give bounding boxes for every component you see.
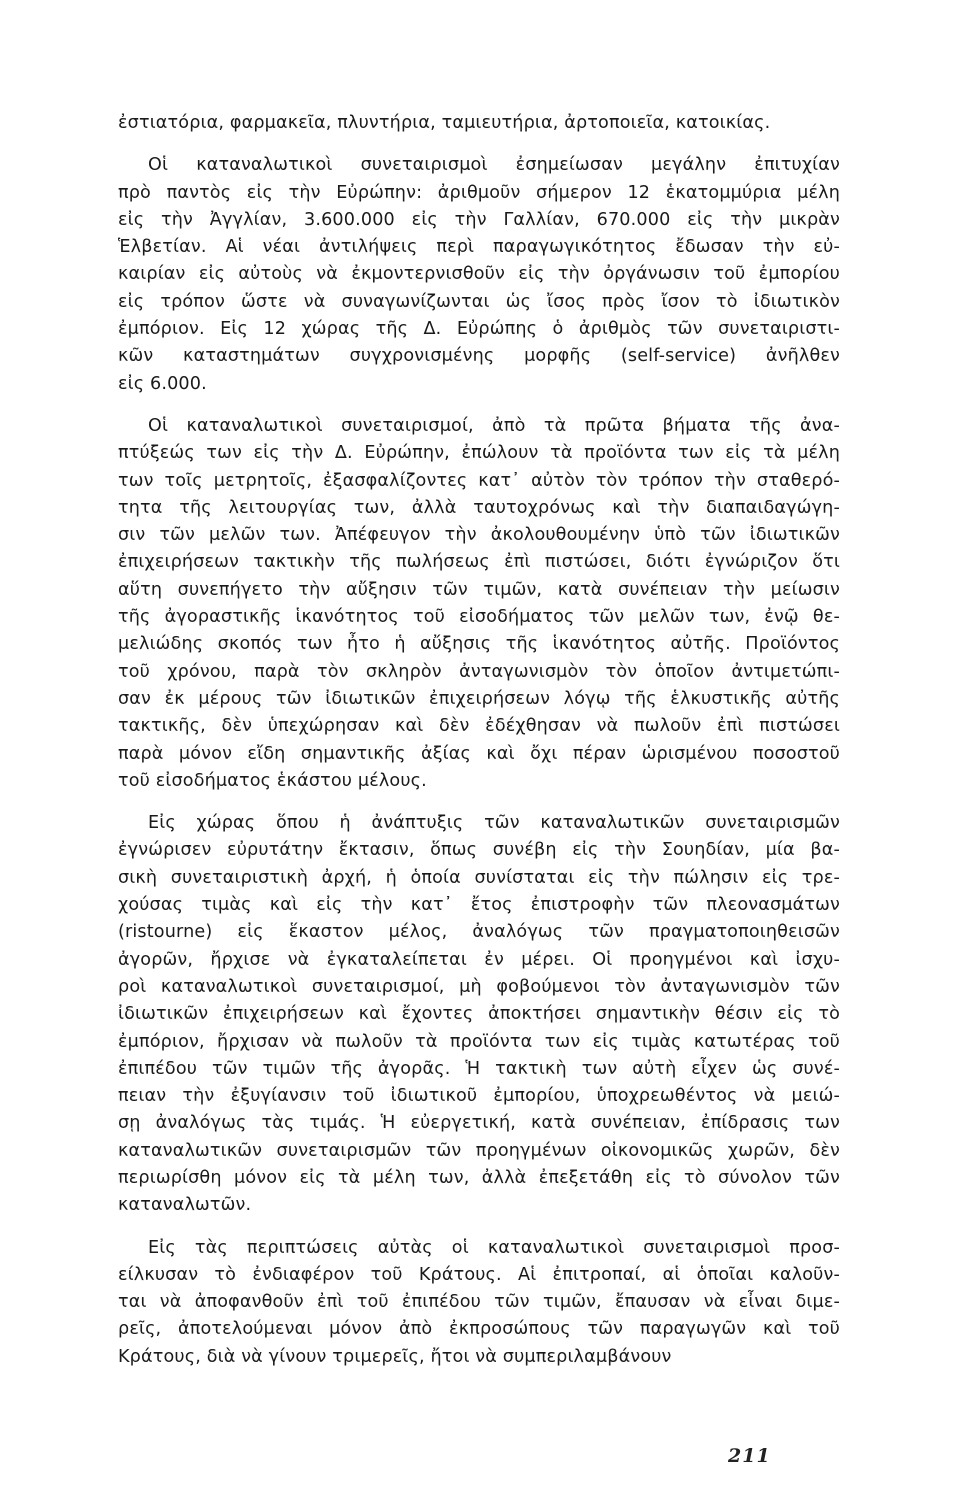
text-line: Οἱ καταναλωτικοὶ συνεταιρισμοὶ ἐσημείωσαν μεγάλην ἐπιτυχίαν xyxy=(148,155,840,176)
paragraph xyxy=(118,413,840,795)
text-line: τητα τῆς λειτουργίας των, ἀλλὰ ταυτοχρόνως καὶ τὴν διαπαιδαγώγη- xyxy=(118,497,840,518)
paragraph xyxy=(118,810,840,1219)
text-line: ἐπιχειρήσεων τακτικὴν τῆς πωλήσεως ἐπὶ πιστώσει, διότι ἐγνώριζον ὅτι xyxy=(118,552,840,573)
text-line: Εἰς τὰς περιπτώσεις αὐτὰς οἱ καταναλωτικοὶ συνεταιρισμοὶ προσ- xyxy=(148,1237,840,1258)
text-line: ἐμπόριον. Εἰς 12 χώρας τῆς Δ. Εὐρώπης ὁ ἀριθμὸς τῶν συνεταιριστι- xyxy=(118,319,840,340)
text-line: ἐστιατόρια, φαρμακεῖα, πλυντήρια, ταμιευτήρια, ἀρτοποιεῖα, κατοικίας. xyxy=(118,113,771,133)
text-line: παρὰ μόνον εἴδη σημαντικῆς ἀξίας καὶ ὄχι πέραν ὡρισμένου ποσοστοῦ xyxy=(118,743,840,764)
text-line: είλκυσαν τὸ ἐνδιαφέρον τοῦ Κράτους. Αἱ ἐπιτροπαί, αἱ ὁποῖαι καλοῦν- xyxy=(118,1264,840,1285)
text-line: ἰδιωτικῶν ἐπιχειρήσεων καὶ ἔχοντες ἀποκτήσει σημαντικὴν θέσιν εἰς τὸ xyxy=(118,1004,840,1025)
text-line: σῃ ἀναλόγως τὰς τιμάς. Ἡ εὐεργετική, κατὰ συνέπειαν, ἐπίδρασις των xyxy=(118,1113,840,1134)
text-line: ροὶ καταναλωτικοὶ συνεταιρισμοί, μὴ φοβούμενοι τὸν ἀνταγωνισμὸν τῶν xyxy=(118,976,840,997)
paragraph xyxy=(118,110,840,137)
text-line: περιωρίσθη μόνον εἰς τὰ μέλη των, ἀλλὰ ἐπεξετάθη εἰς τὸ σύνολον τῶν xyxy=(118,1167,840,1188)
text-line: ται νὰ ἀποφανθοῦν ἐπὶ τοῦ ἐπιπέδου τῶν τιμῶν, ἔπαυσαν νὰ εἶναι διμε- xyxy=(118,1292,840,1313)
body-text xyxy=(118,110,840,1386)
text-line: χούσας τιμὰς καὶ εἰς τὴν κατ᾽ ἔτος ἐπιστροφὴν τῶν πλεονασμάτων xyxy=(118,895,840,916)
text-line: ρεῖς, ἀποτελούμεναι μόνον ἀπὸ ἐκπροσώπους τῶν παραγωγῶν καὶ τοῦ xyxy=(118,1319,840,1340)
text-line: τῆς ἀγοραστικῆς ἱκανότητος τοῦ εἰσοδήματος τῶν μελῶν των, ἐνῷ θε- xyxy=(118,607,840,628)
text-line: πειαν τὴν ἐξυγίανσιν τοῦ ἰδιωτικοῦ ἐμπορίου, ὑποχρεωθέντος νὰ μειώ- xyxy=(118,1086,840,1107)
text-line: καταναλωτικῶν συνεταιρισμῶν τῶν προηγμένων οἰκονομικῶς χωρῶν, δὲν xyxy=(118,1140,840,1161)
text-line: ἐμπόριον, ἤρχισαν νὰ πωλοῦν τὰ προϊόντα των εἰς τιμὰς κατωτέρας τοῦ xyxy=(118,1031,840,1052)
text-line: Οἱ καταναλωτικοὶ συνεταιρισμοί, ἀπὸ τὰ πρῶτα βήματα τῆς ἀνα- xyxy=(148,415,840,436)
text-line: αὕτη συνεπήγετο τὴν αὔξησιν τῶν τιμῶν, κατὰ συνέπειαν τὴν μείωσιν xyxy=(118,579,840,600)
text-line: τοῦ εἰσοδήματος ἑκάστου μέλους. xyxy=(118,770,427,791)
text-line: πτύξεώς των εἰς τὴν Δ. Εὐρώπην, ἐπώλουν τὰ προϊόντα των εἰς τὰ μέλη xyxy=(118,443,840,464)
text-line: εἰς τὴν Ἀγγλίαν, 3.600.000 εἰς τὴν Γαλλίαν, 670.000 εἰς τὴν μικρὰν xyxy=(118,209,840,230)
text-line: ἐγνώρισεν εὐρυτάτην ἔκτασιν, ὅπως συνέβη εἰς τὴν Σουηδίαν, μία βα- xyxy=(118,840,840,861)
text-line: καιρίαν εἰς αὐτοὺς νὰ ἐκμοντερνισθοῦν εἰς τὴν ὀργάνωσιν τοῦ ἐμπορίου xyxy=(118,264,840,285)
text-line: κῶν καταστημάτων συγχρονισμένης μορφῆς (self-service) ἀνῆλθεν xyxy=(118,346,840,367)
page-number: 211 xyxy=(728,1445,771,1467)
text-line: των τοῖς μετρητοῖς, ἐξασφαλίζοντες κατ᾽ αὐτὸν τὸν τρόπον τὴν σταθερό- xyxy=(118,470,840,491)
text-line: σαν ἐκ μέρους τῶν ἰδιωτικῶν ἐπιχειρήσεων λόγῳ τῆς ἑλκυστικῆς αὐτῆς xyxy=(118,688,840,709)
text-line: τακτικῆς, δὲν ὑπεχώρησαν καὶ δὲν ἐδέχθησαν νὰ πωλοῦν ἐπὶ πιστώσει xyxy=(118,716,840,737)
text-line: Ἑλβετίαν. Αἱ νέαι ἀντιλήψεις περὶ παραγωγικότητος ἔδωσαν τὴν εὐ- xyxy=(118,237,840,258)
text-line: εἰς τρόπον ὥστε νὰ συναγωνίζωνται ὡς ἴσος πρὸς ἴσον τὸ ἰδιωτικὸν xyxy=(118,291,840,312)
text-line: καταναλωτῶν. xyxy=(118,1195,252,1216)
text-line: Κράτους, διὰ νὰ γίνουν τριμερεῖς, ἤτοι νὰ συμπεριλαμβάνουν xyxy=(118,1346,672,1367)
text-line: σικὴ συνεταιριστικὴ ἀρχή, ἡ ὁποία συνίσταται εἰς τὴν πώλησιν εἰς τρε- xyxy=(118,867,840,888)
text-line: ἀγορῶν, ἤρχισε νὰ ἐγκαταλείπεται ἐν μέρει. Οἱ προηγμένοι καὶ ἰσχυ- xyxy=(118,949,840,970)
text-line: τοῦ χρόνου, παρὰ τὸν σκληρὸν ἀνταγωνισμὸν τὸν ὁποῖον ἀντιμετώπι- xyxy=(118,661,840,682)
text-line: πρὸ παντὸς εἰς τὴν Εὐρώπην: ἀριθμοῦν σήμερον 12 ἑκατομμύρια μέλη xyxy=(118,182,840,203)
text-line: Εἰς χώρας ὅπου ἡ ἀνάπτυξις τῶν καταναλωτικῶν συνεταιρισμῶν xyxy=(148,813,840,834)
text-line: σιν τῶν μελῶν των. Ἀπέφευγον τὴν ἀκολουθουμένην ὑπὸ τῶν ἰδιωτικῶν xyxy=(118,525,840,546)
text-line: εἰς 6.000. xyxy=(118,373,207,394)
text-line: ἐπιπέδου τῶν τιμῶν τῆς ἀγορᾶς. Ἡ τακτικὴ των αὐτὴ εἶχεν ὡς συνέ- xyxy=(118,1058,840,1079)
text-line: μελιώδης σκοπός των ἦτο ἡ αὔξησις τῆς ἱκανότητος αὐτῆς. Προϊόντος xyxy=(118,634,840,655)
paragraph xyxy=(118,1235,840,1371)
text-line: (ristourne) εἰς ἕκαστον μέλος, ἀναλόγως τῶν πραγματοποιηθεισῶν xyxy=(118,922,840,943)
paragraph xyxy=(118,152,840,398)
